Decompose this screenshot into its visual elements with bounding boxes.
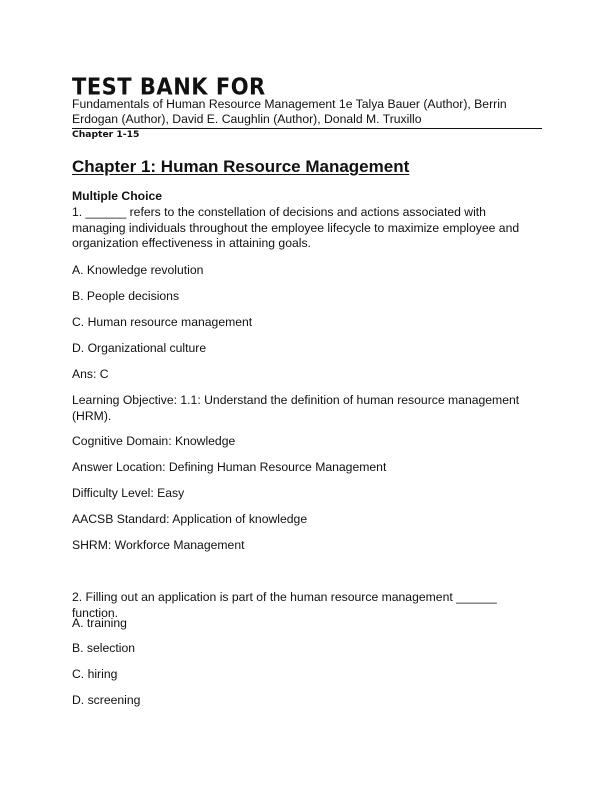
header-divider	[72, 128, 542, 129]
question-1-cognitive-domain: Cognitive Domain: Knowledge	[72, 434, 236, 448]
question-1-option-c: C. Human resource management	[72, 315, 253, 329]
book-citation: Fundamentals of Human Resource Management 1e Talya Bauer (Author), Berrin Erdogan (Author), David E. Caughlin (Author), Donald M. Truxillo	[72, 97, 507, 126]
question-2-option-c: C. hiring	[72, 667, 118, 681]
question-1-prompt: 1. ______ refers to the constellation of decisions and actions associated with managing individuals throughout the employee lifecycle to maximize employee and organization effectiveness in attaining goals.	[72, 205, 520, 251]
question-1-shrm: SHRM: Workforce Management	[72, 538, 245, 552]
question-1-answer-location: Answer Location: Defining Human Resource Management	[72, 460, 387, 474]
question-2-prompt: 2. Filling out an application is part of the human resource management ______ function.	[72, 590, 497, 620]
question-1-learning-objective: Learning Objective: 1.1: Understand the definition of human resource management (HRM).	[72, 393, 520, 423]
question-2-option-a: A. training	[72, 616, 127, 630]
question-1-answer: Ans: C	[72, 367, 109, 381]
question-1-aacsb: AACSB Standard: Application of knowledge	[72, 512, 308, 526]
section-heading: Multiple Choice	[72, 189, 163, 203]
question-1-difficulty: Difficulty Level: Easy	[72, 486, 185, 500]
question-2-option-b: B. selection	[72, 641, 136, 655]
chapter-heading: Chapter 1: Human Resource Management	[72, 157, 410, 176]
question-1-option-a: A. Knowledge revolution	[72, 263, 204, 277]
chapter-range: Chapter 1-15	[72, 129, 140, 140]
question-1-option-d: D. Organizational culture	[72, 341, 207, 355]
question-2-option-d: D. screening	[72, 693, 141, 707]
document-title: TEST BANK FOR	[72, 74, 266, 100]
question-1-option-b: B. People decisions	[72, 289, 180, 303]
